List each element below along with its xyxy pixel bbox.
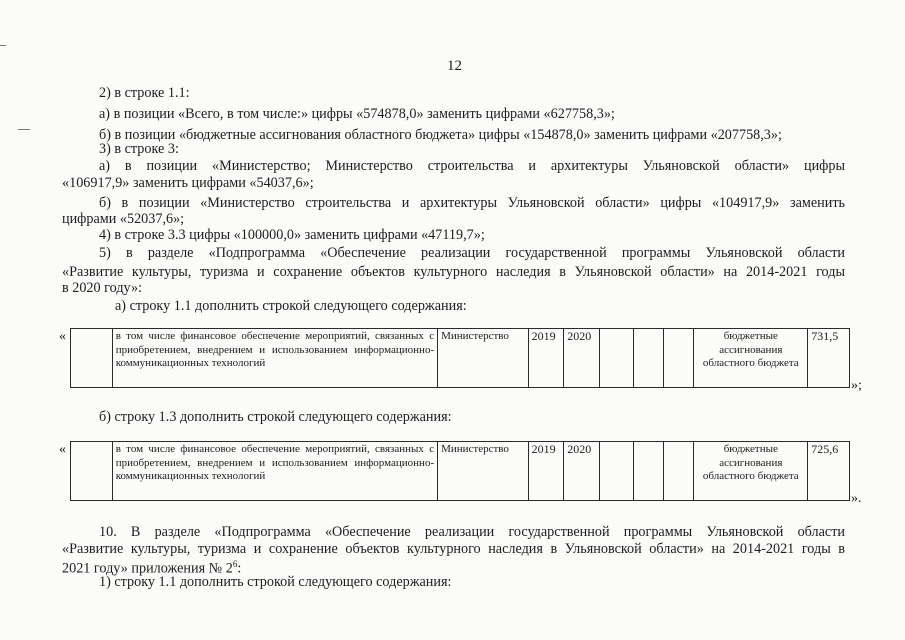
text-line: 1) строку 1.1 дополнить строкой следующего содержания: [99, 574, 452, 590]
text-line: 5) в разделе «Подпрограмма «Обеспечение реализации государственной программы Ульяновской области [99, 245, 845, 261]
open-quote: « [59, 329, 66, 344]
text-line: в 2020 году»: [62, 280, 143, 296]
page-number: 12 [447, 58, 462, 74]
table-cell-empty [599, 442, 634, 501]
text-line: «Развитие культуры, туризма и сохранение объектов культурного наследия в Ульяновской области» на 2014-2021 годы [62, 264, 845, 280]
text-line: «106917,9» заменить цифрами «54037,6»; [62, 175, 314, 191]
open-quote: « [59, 442, 66, 457]
table-cell-amount: 731,5 [808, 329, 850, 388]
text-line: а) в позиции «Министерство; Министерство строительства и архитектуры Ульяновской области» цифры [99, 158, 845, 174]
text-line: а) в позиции «Всего, в том числе:» цифры «574878,0» заменить цифрами «627758,3»; [99, 106, 615, 122]
text-line: 2) в строке 1.1: [99, 85, 190, 101]
table-cell-funding-source: бюджетные ассигнования областного бюджета [694, 442, 808, 501]
table-cell-year-end: 2020 [564, 329, 600, 388]
text-line: 10. В разделе «Подпрограмма «Обеспечение реализации государственной программы Ульяновской области [99, 524, 845, 540]
table-cell-funding-source: бюджетные ассигнования областного бюджета [694, 329, 808, 388]
table-cell-year-start: 2019 [528, 442, 564, 501]
table-cell-year-end: 2020 [564, 442, 600, 501]
table-cell-number [71, 329, 113, 388]
text-line: 3) в строке 3: [99, 141, 179, 157]
insert-row-table-1 [70, 328, 850, 388]
insert-row-table-2 [70, 441, 850, 501]
table-cell-empty [634, 442, 663, 501]
scan-mark [18, 129, 30, 130]
text-line: цифрами «52037,6»; [62, 211, 185, 227]
table-cell-empty [663, 329, 694, 388]
text-line: б) в позиции «бюджетные ассигнования областного бюджета» цифры «154878,0» заменить цифрами «207758,3»; [99, 127, 782, 143]
table-cell-description: в том числе финансовое обеспечение мероприятий, связанных с приобретением, внедрением и использованием информационно-коммуникационных технологий [112, 329, 437, 388]
table-cell-empty [599, 329, 634, 388]
text-line: б) строку 1.3 дополнить строкой следующего содержания: [99, 409, 452, 425]
close-quote: ». [851, 491, 862, 506]
text-line: «Развитие культуры, туризма и сохранение объектов культурного наследия в Ульяновской области» на 2014-2021 годы в [62, 541, 845, 557]
table-cell-empty [663, 442, 694, 501]
table-cell-year-start: 2019 [528, 329, 564, 388]
text-line: а) строку 1.1 дополнить строкой следующего содержания: [115, 298, 467, 314]
text-fragment: 2021 году» приложения № 2 [62, 560, 233, 577]
text-line: б) в позиции «Министерство строительства и архитектуры Ульяновской области» цифры «104917,9» заменить [99, 195, 845, 211]
table-cell-description: в том числе финансовое обеспечение мероприятий, связанных с приобретением, внедрением и использованием информационно-коммуникационных технологий [112, 442, 437, 501]
table-cell-amount: 725,6 [808, 442, 850, 501]
scan-mark [0, 45, 6, 46]
text-fragment: : [237, 560, 242, 577]
table-cell-number [71, 442, 113, 501]
close-quote: »; [851, 378, 862, 393]
text-line: 4) в строке 3.3 цифры «100000,0» заменить цифрами «47119,7»; [99, 227, 485, 243]
table-cell-executor: Министерство [438, 329, 529, 388]
footnote-marker: 6 [232, 559, 238, 569]
table-cell-executor: Министерство [438, 442, 529, 501]
table-cell-empty [634, 329, 663, 388]
